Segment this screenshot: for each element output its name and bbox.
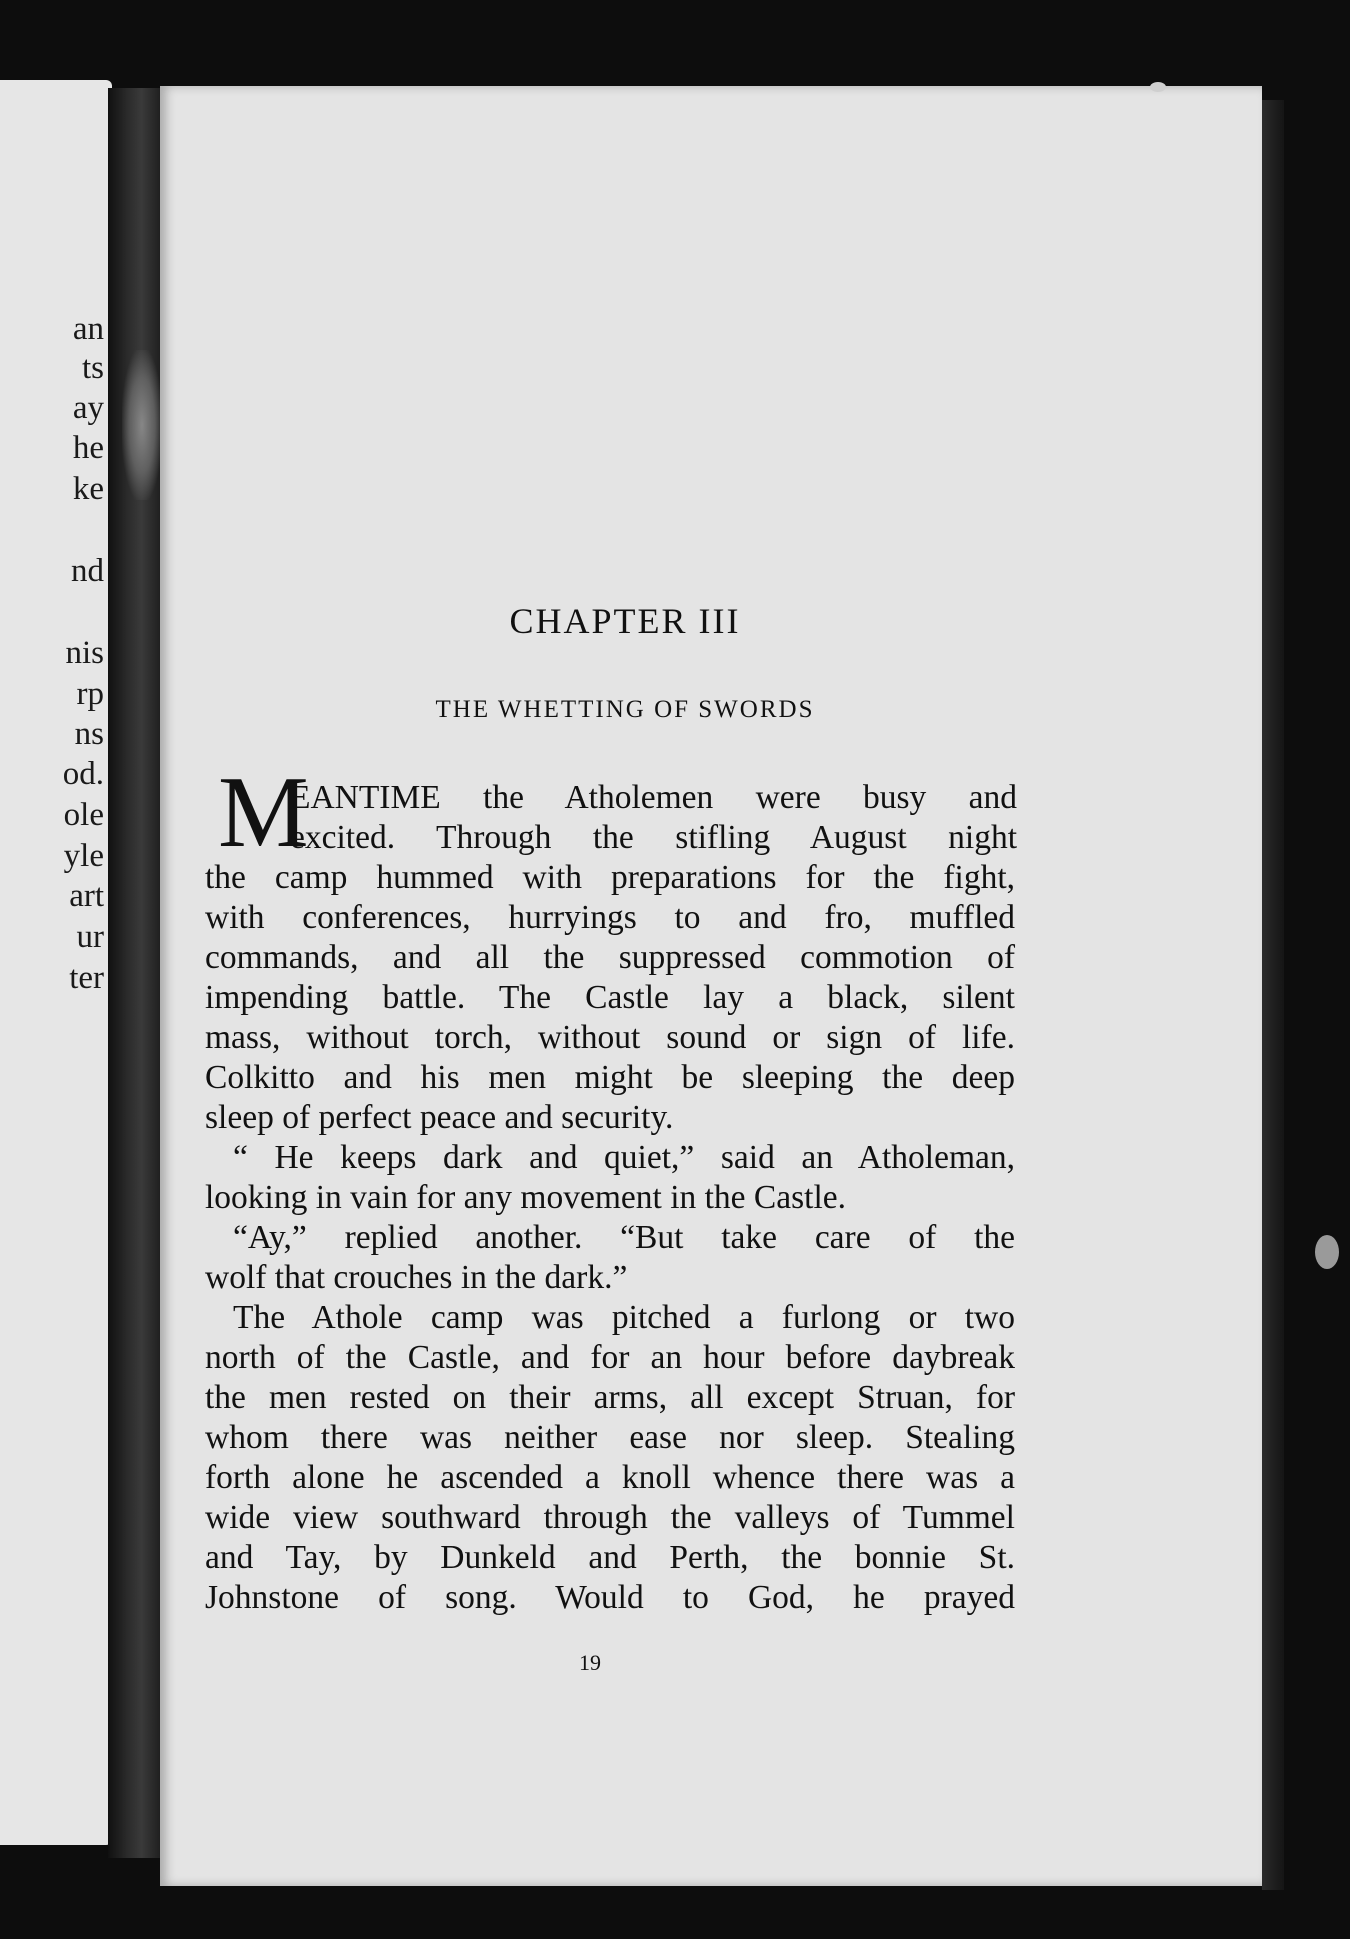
drop-cap-letter: M [218, 756, 309, 869]
chapter-subtitle: THE WHETTING OF SWORDS [435, 696, 815, 723]
left-page-fragment: od. [62, 756, 104, 792]
text-line: the men rested on their arms, all except Struan, for [205, 1379, 1015, 1416]
left-page-fragment: ole [63, 797, 104, 833]
spine-wear-mark [122, 350, 162, 500]
left-page-fragment: an [72, 311, 104, 347]
text-line: and Tay, by Dunkeld and Perth, the bonnie St. [205, 1539, 1015, 1576]
text-line: commands, and all the suppressed commotion of [205, 939, 1015, 976]
left-page-fragment: art [69, 878, 104, 914]
text-line: mass, without torch, without sound or sign of life. [205, 1019, 1015, 1056]
left-page-fragment: ter [69, 960, 104, 996]
left-page-fragment: he [72, 430, 104, 466]
left-page-fragment: nd [71, 553, 104, 589]
text-line: wolf that crouches in the dark.” [205, 1259, 628, 1296]
page-corner-speck [1150, 82, 1166, 92]
left-page-fragment: ns [74, 716, 104, 752]
left-page-fragment: ke [72, 471, 104, 507]
text-line: excited. Through the stifling August night [290, 819, 1017, 856]
left-page-fragment: nis [65, 635, 104, 671]
text-line: looking in vain for any movement in the Castle. [205, 1179, 847, 1216]
body-text [205, 858, 1015, 1618]
text-line: impending battle. The Castle lay a black, silent [205, 979, 1015, 1016]
text-line: “ He keeps dark and quiet,” said an Atholeman, [233, 1139, 1015, 1176]
text-line: Colkitto and his men might be sleeping the deep [205, 1059, 1015, 1096]
page-number: 19 [579, 1650, 601, 1675]
body-text-dropcap-lines [290, 778, 1017, 858]
text-line: “Ay,” replied another. “But take care of the [233, 1219, 1015, 1256]
chapter-heading: CHAPTER III [509, 601, 741, 641]
text-line: Johnstone of song. Would to God, he prayed [205, 1579, 1015, 1616]
left-facing-page [0, 80, 112, 1845]
text-line: whom there was neither ease nor sleep. Stealing [205, 1419, 1015, 1456]
text-line: EANTIME the Atholemen were busy and [290, 779, 1017, 816]
background-speck [1315, 1235, 1339, 1269]
left-page-fragment: ts [81, 350, 104, 386]
text-line: sleep of perfect peace and security. [205, 1099, 674, 1136]
text-line: with conferences, hurryings to and fro, muffled [205, 899, 1015, 936]
left-page-fragment: rp [76, 676, 104, 712]
left-page-fragment: ur [76, 919, 104, 955]
text-line: forth alone he ascended a knoll whence there was a [205, 1459, 1015, 1496]
text-line: wide view southward through the valleys of Tummel [205, 1499, 1015, 1536]
page-edge-shadow [1262, 100, 1284, 1890]
left-page-fragment: yle [63, 838, 104, 874]
text-line: the camp hummed with preparations for the fight, [205, 859, 1015, 896]
text-line: north of the Castle, and for an hour before daybreak [205, 1339, 1015, 1376]
left-page-fragment: ay [72, 390, 104, 426]
text-line: The Athole camp was pitched a furlong or two [233, 1299, 1015, 1336]
